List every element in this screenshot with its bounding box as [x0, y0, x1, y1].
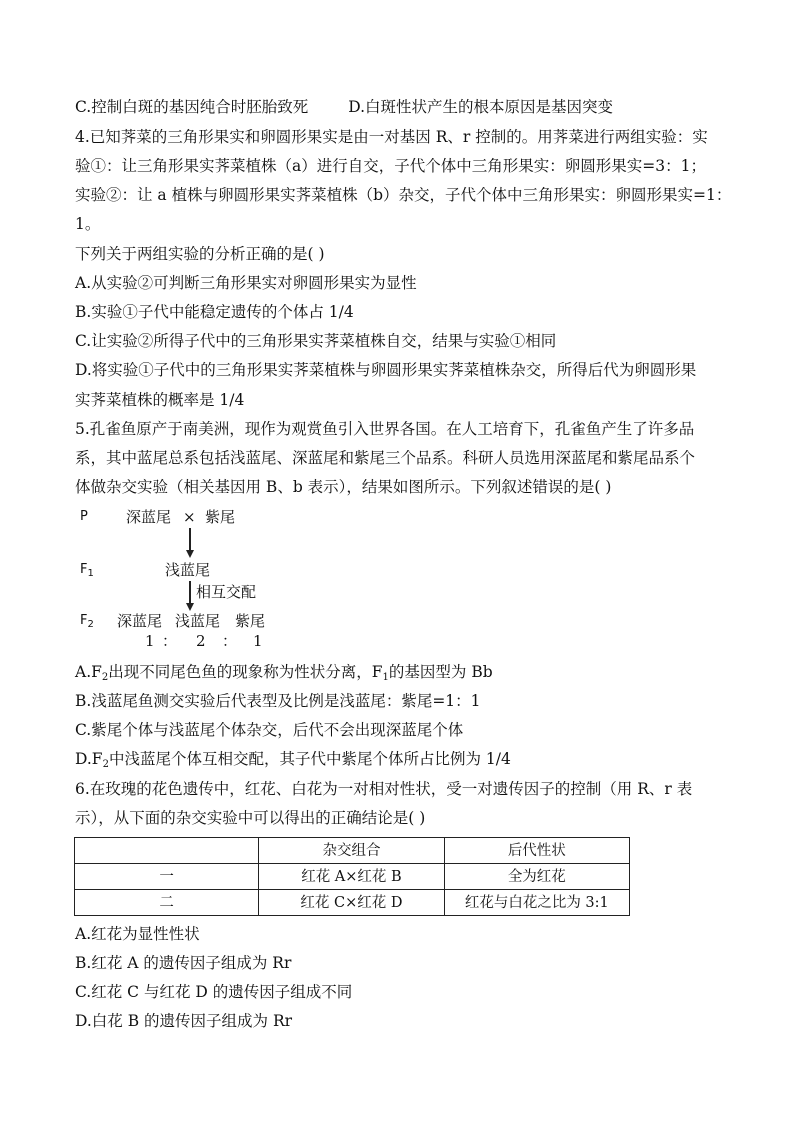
f2-purple-tail: 紫尾 — [235, 612, 266, 630]
table-cell: 全为红花 — [444, 864, 629, 890]
parent-purple-tail: 紫尾 — [205, 508, 236, 526]
f2-deep-blue-tail: 深蓝尾 — [117, 612, 163, 630]
parent-deep-blue-tail: 深蓝尾 — [126, 508, 172, 526]
table-cell: 红花 A×红花 B — [259, 864, 444, 890]
generation-label-p: P — [80, 509, 88, 524]
table-header-row — [75, 838, 630, 864]
q6-option-a: A.红花为显性性状 — [75, 925, 200, 943]
ratio-value-2: 2 — [196, 632, 206, 650]
q6-stem-line-1: 6.在玫瑰的花色遗传中，红花、白花为一对相对性状，受一对遗传因子的控制（用 R、r 表 — [75, 780, 693, 798]
cross-symbol: × — [183, 508, 196, 526]
arrow-head-p-to-f1 — [186, 550, 194, 558]
q5-stem-line-2: 系，其中蓝尾总系包括浅蓝尾、深蓝尾和紫尾三个品系。科研人员选用深蓝尾和紫尾品系个 — [75, 449, 696, 467]
q5-stem-line-1: 5.孔雀鱼原产于南美洲，现作为观赏鱼引入世界各国。在人工培育下，孔雀鱼产生了许多品 — [75, 420, 695, 438]
ratio-value-1: 1 — [145, 632, 155, 650]
q4-stem-line-4: 1。 — [75, 215, 101, 233]
ratio-value-3: 1 — [253, 632, 263, 650]
q3-option-d: D.白斑性状产生的根本原因是基因突变 — [348, 98, 614, 116]
q4-stem-line-3: 实验②：让 a 植株与卵圆形果实荠菜植株（b）杂交，子代个体中三角形果实：卵圆形果实=1： — [75, 186, 732, 204]
table-cell: 红花与白花之比为 3:1 — [444, 890, 629, 916]
q4-option-b: B.实验①子代中能稳定遗传的个体占 1/4 — [75, 303, 354, 321]
table-header-cell — [75, 838, 259, 864]
f2-light-blue-tail: 浅蓝尾 — [175, 612, 221, 630]
table-row — [75, 890, 630, 916]
ratio-colon-2: ： — [222, 632, 238, 650]
q6-option-c: C.红花 C 与红花 D 的遗传因子组成不同 — [75, 983, 353, 1001]
table-row — [75, 864, 630, 890]
q4-question-line: 下列关于两组实验的分析正确的是( ) — [75, 245, 325, 263]
mating-label: 相互交配 — [196, 583, 257, 601]
q5-stem-line-3: 体做杂交实验（相关基因用 B、b 表示），结果如图所示。下列叙述错误的是( ) — [75, 478, 612, 496]
table-cell: 二 — [75, 890, 259, 916]
arrow-head-f1-to-f2 — [186, 603, 194, 611]
table-cell: 红花 C×红花 D — [259, 890, 444, 916]
generation-label-f1: $F_1$ — [80, 562, 94, 579]
q3-options-cd — [75, 97, 613, 117]
q6-option-d: D.白花 B 的遗传因子组成为 Rr — [75, 1012, 293, 1030]
table-header-cell: 杂交组合 — [259, 838, 444, 864]
cross-experiment-table — [74, 837, 630, 916]
q6-option-b: B.红花 A 的遗传因子组成为 Rr — [75, 954, 292, 972]
q6-stem-line-2: 示），从下面的杂交实验中可以得出的正确结论是( ) — [75, 809, 426, 827]
table-header-cell: 后代性状 — [444, 838, 629, 864]
arrow-f1-to-f2 — [189, 581, 191, 605]
q5-option-a: $A.F_2$出现不同尾色鱼的现象称为性状分离，$F_1$的基因型为 Bb — [75, 663, 493, 683]
f1-light-blue-tail: 浅蓝尾 — [165, 561, 211, 579]
q3-option-c: C.控制白斑的基因纯合时胚胎致死 — [75, 98, 309, 116]
q4-stem-line-2: 验①：让三角形果实荠菜植株（a）进行自交，子代个体中三角形果实：卵圆形果实=3：1； — [75, 157, 706, 175]
ratio-colon-1: ： — [162, 632, 178, 650]
q4-option-d-line-2: 实荠菜植株的概率是 1/4 — [75, 391, 245, 409]
table-cell: 一 — [75, 864, 259, 890]
q4-option-c: C.让实验②所得子代中的三角形果实荠菜植株自交，结果与实验①相同 — [75, 332, 557, 350]
q5-option-b: B.浅蓝尾鱼测交实验后代表型及比例是浅蓝尾：紫尾=1：1 — [75, 692, 481, 710]
arrow-p-to-f1 — [189, 528, 191, 552]
q5-option-c: C.紫尾个体与浅蓝尾个体杂交，后代不会出现深蓝尾个体 — [75, 721, 464, 739]
q5-option-d: $D.F_2$中浅蓝尾个体互相交配，其子代中紫尾个体所占比例为 1/4 — [75, 750, 511, 770]
q4-stem-line-1: 4.已知荠菜的三角形果实和卵圆形果实是由一对基因 R、r 控制的。用荠菜进行两组实验：实 — [75, 128, 708, 146]
q4-option-d-line-1: D.将实验①子代中的三角形果实荠菜植株与卵圆形果实荠菜植株杂交，所得后代为卵圆形果 — [75, 361, 697, 379]
generation-label-f2: $F_2$ — [80, 613, 94, 630]
q4-option-a: A.从实验②可判断三角形果实对卵圆形果实为显性 — [75, 274, 417, 292]
